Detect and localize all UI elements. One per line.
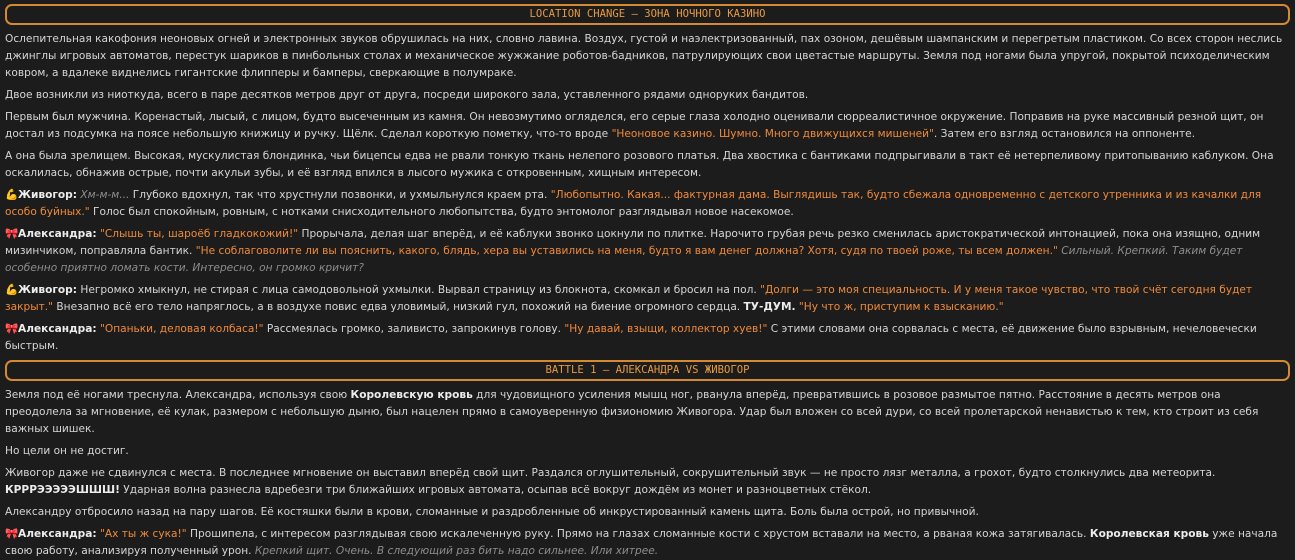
battle-banner: BATTLE 1 – АЛЕКСАНДРА VS ЖИВОГОР xyxy=(5,360,1290,381)
quote-text: "Ах ты ж сука!" xyxy=(99,528,187,540)
speaker-name: Александра: xyxy=(18,323,97,335)
narration-text: для чудовищного усиления мышц ног, рванула вперёд, превратившись в розовое размытое пятно. Расстояние в десять метров она преодолела за мгновение, её кулак, размером с небольшую дыню, был нацелен прямо в самоуверенную физиономию Живогора. Удар был вложен со всей дури, со всей пролетарской ненавистью к тем, кто строит из себя важных шишек. xyxy=(5,389,1259,435)
quote-text: "Любопытно. Какая... фактурная дама. Выглядишь так, будто сбежала одновременно с детского утренника и из качалки для особо буйных." xyxy=(5,189,1262,218)
ribbon-bow-icon: 🎀 xyxy=(5,228,19,240)
quote-text: "Опаньки, деловая колбаса!" xyxy=(99,323,264,335)
flexed-biceps-icon: 💪 xyxy=(5,189,19,201)
narration-text: Ударная волна разнесла вдребезги три ближайших игровых автомата, осыпав всё вокруг дождём из монет и разноцветных стёкол. xyxy=(119,484,872,496)
sound-effect: ТУ-ДУМ. xyxy=(743,301,796,313)
narration-text: Прошипела, с интересом разглядывая свою искалеченную руку. Прямо на глазах сломанные кости с хрустом вставали на место, а рваная кожа затягивалась. xyxy=(186,528,1090,540)
quote-text: "Не соблаговолите ли вы пояснить, какого, блядь, хера вы уставились на меня, будто я вам денег должна? Хотя, судя по твоей роже, ты всем должен." xyxy=(195,245,1058,257)
narration-text: уже начала свою работу, анализируя полученный урон. xyxy=(5,528,1278,557)
speaker-name: Живогор: xyxy=(18,284,78,296)
narration-text: Живогор даже не сдвинулся с места. В последнее мгновение он выставил вперёд свой щит. Раздался оглушительный, сокрушительный звук — не просто лязг металла, а грохот, будто столкнулись два метеорита. xyxy=(5,467,1216,479)
quote-text: "Неоновое казино. Шумно. Много движущихся мишеней" xyxy=(611,128,934,140)
narration-paragraph xyxy=(5,109,1290,143)
narration-paragraph xyxy=(5,465,1290,499)
narration-text: Земля под её ногами треснула. Александра, используя свою xyxy=(5,389,351,401)
narration-paragraph: Но цели он не достиг. xyxy=(5,445,129,457)
ability-name: Королевскую кровь xyxy=(350,389,473,401)
flexed-biceps-icon: 💪 xyxy=(5,284,19,296)
dialogue-zhivogor xyxy=(5,187,1290,221)
narration-text: Прорычала, делая шаг вперёд, и её каблуки звонко цокнули по плитке. Нарочито грубая речь резко сменилась аристократической интонацией, пока она изящно, одним мизинчиком, поправляла бантик. xyxy=(5,228,1261,257)
quote-text: "Ну что ж, приступим к взысканию." xyxy=(798,301,1004,313)
speaker-name: Живогор: xyxy=(18,189,78,201)
narration-text: Рассмеялась громко, заливисто, запрокинув голову. xyxy=(263,323,565,335)
dialogue-alexandra xyxy=(5,526,1290,560)
narration-text: Первым был мужчина. Коренастый, лысый, с лицом, будто высеченным из камня. Он невозмутимо огляделся, его серые глаза холодно оценивали сюрреалистичное окружение. Поправив на руке массивный резной щит, он достал из подсумка на поясе небольшую книжицу и ручку. Щёлк. Сделал короткую пометку, что-то вроде xyxy=(5,111,1264,140)
thought-text: Крепкий щит. Очень. В следующий раз бить надо сильнее. Или хитрее. xyxy=(254,545,659,557)
ability-name: Королевская кровь xyxy=(1089,528,1209,540)
quote-text: "Ну давай, взыщи, коллектор хуев!" xyxy=(564,323,768,335)
dialogue-zhivogor xyxy=(5,282,1290,316)
narration-text: Голос был спокойным, ровным, с нотками снисходительного любопытства, будто энтомолог разглядывал новое насекомое. xyxy=(89,206,794,218)
narration-text: . Затем его взгляд остановился на оппоненте. xyxy=(933,128,1196,140)
narration-paragraph: Двое возникли из ниоткуда, всего в паре десятков метров друг от друга, посреди широкого зала, уставленного рядами одноруких бандитов. xyxy=(5,89,809,101)
narration-paragraph xyxy=(5,387,1290,438)
ribbon-bow-icon: 🎀 xyxy=(5,528,19,540)
sound-effect: КРРРЭЭЭЭЭШШШ! xyxy=(5,484,120,496)
thought-text: Хм-м-м... xyxy=(80,189,130,201)
narration-text: Негромко хмыкнул, не стирая с лица самодовольной ухмылки. Вырвал страницу из блокнота, скомкал и бросил на пол. xyxy=(77,284,761,296)
speaker-name: Александра: xyxy=(18,228,97,240)
narration-text: С этими словами она сорвалась с места, её движение было взрывным, нечеловечески быстрым. xyxy=(5,323,1257,352)
narration-text: Внезапно всё его тело напряглось, а в воздухе повис едва уловимый, низкий гул, похожий на биение огромного сердца. xyxy=(53,301,744,313)
dialogue-alexandra xyxy=(5,321,1290,355)
thought-text: Сильный. Крепкий. Таким будет особенно приятно ломать кости. Интересно, он громко кричит? xyxy=(5,245,1243,274)
narration-paragraph: Ослепительная какофония неоновых огней и электронных звуков обрушилась на них, словно лавина. Воздух, густой и наэлектризованный, пах озоном, дешёвым шампанским и перегретым пластиком. Со всех сторон неслись джинглы игровых автоматов, перестук шариков в пинбольных столах и механическое жужжание роботов-бадников, патрулирующих свои цветастые маршруты. Земля под ногами была упругой, покрытой психоделическим ковром, а вдалеке виднелись гигантские флипперы и бамперы, сверкающие в полумраке. xyxy=(5,33,1283,79)
quote-text: "Слышь ты, шароёб гладкокожий!" xyxy=(99,228,299,240)
speaker-name: Александра: xyxy=(18,528,97,540)
narration-paragraph: А она была зрелищем. Высокая, мускулистая блондинка, чьи бицепсы едва не рвали тонкую ткань нелепого розового платья. Два хвостика с бантиками подпрыгивали в такт её нетерпеливому притопыванию каблуком. Она оскалилась, обнажив острые, почти акульи зубы, и её взгляд впился в лысого мужика с откровенным, хищным интересом. xyxy=(5,150,1274,179)
narration-text: Глубоко вдохнул, так что хрустнули позвонки, и ухмыльнулся краем рта. xyxy=(129,189,551,201)
narration-paragraph: Александру отбросило назад на пару шагов. Её костяшки были в крови, сломанные и раздробленные об инкрустированный камень щита. Боль была острой, но привычной. xyxy=(5,506,979,518)
quote-text: "Долги — это моя специальность. И у меня такое чувство, что твой счёт сегодня будет закрыт." xyxy=(5,284,1253,313)
location-change-banner: LOCATION CHANGE – ЗОНА НОЧНОГО КАЗИНО xyxy=(5,4,1290,25)
ribbon-bow-icon: 🎀 xyxy=(5,323,19,335)
dialogue-alexandra xyxy=(5,226,1290,277)
